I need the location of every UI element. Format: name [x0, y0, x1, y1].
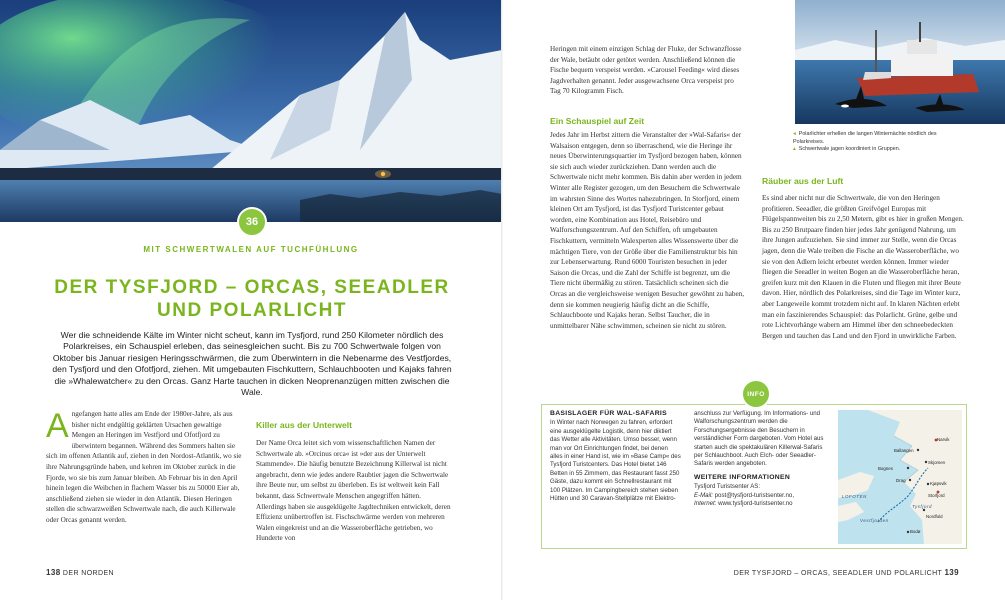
map-label-drag: Drag [896, 478, 906, 483]
map-label-storfjord: Storfjord [928, 493, 945, 498]
subhead-raeuber: Räuber aus der Luft [762, 176, 844, 186]
caption-aurora [793, 131, 963, 146]
subhead-schauspiel: Ein Schauspiel auf Zeit [550, 116, 645, 126]
page-number-badge: 36 [237, 207, 267, 237]
page-title [40, 276, 464, 322]
map-label-ballangen: Ballangen [894, 448, 914, 453]
aurora-photo [0, 0, 502, 222]
map-label-bognes: Bognes [878, 466, 893, 471]
map-label-narvik: Narvik [937, 437, 950, 442]
page-number-right: 139 [944, 568, 959, 577]
folio-left-text: DER NORDEN [62, 570, 114, 577]
info-email-line [694, 492, 832, 500]
caption-orca [793, 146, 963, 154]
caption-aurora-text: Polarlichter erhellen die langen Winternächte nördlich des Polarkreises. [793, 131, 937, 145]
map-label-lofoten: LOFOTEN [842, 494, 867, 499]
drop-cap: A [46, 407, 69, 445]
body-text-1: ngefangen hatte alles am Ende der 1980er-Jahre, als aus bisher nicht endgültig geklärten Ursachen gewaltige Mengen an Heringen im Vestfjord und Ofotfjord zu überwintern begannen. Während des Sommers halten sie sich im offenen Atlantik auf, ziehen in den Nordost-Atlantik, wo sie ihre Nahrungsgründe haben, und kehren im Oktober zurück in die Fjorde, wo sie bis zum Januar bleiben. Ab Februar bis in den April hinein legen die Weibchen in flachem Wasser bis zu 50000 Eier ab, anschließend ziehen sie wieder in den Atlantik. Diesen Heringen stellen die schwarzweißen Schwertwale nach, die auch Killerwale oder Orcas genannt werden. [46, 410, 242, 524]
info-org: Tysfjord Turistsenter AS: [694, 483, 761, 491]
arrow-left-icon: ◂ [793, 131, 796, 137]
info-web-label: Internet: [694, 500, 717, 508]
region-map [838, 410, 962, 544]
caption-orca-text: Schwertwale jagen koordiniert in Gruppen. [798, 146, 901, 153]
body-text-3: Jedes Jahr im Herbst zittern die Veranstalter der »Wal-Safaris« der Walsaison entgegen, denn so überraschend, wie die Heringe ihr neues Überwinterungsquartier im Tysfjord bezogen haben, können sie sich auch wieder zurückziehen. Dann werden auch die Schwertwale nicht mehr kommen. Bis dahin aber werden in jedem Winter alle Register gezogen, um den Besuchern die Schwertwale im wahrsten Sinne des Wortes nahezubringen. In Storfjord, einem kleinen Ort am Tysfjord, ist das Tysfjord Turistcenter gebaut worden, eine Kombination aus Hotel, Reisebüro und Walforschungszentrum. Auf den Schiffen, oft umgebauten Fischkuttern, vermitteln Walexperten alles Wissenswerte über die mächtigen Tiere, von der Größe über die Familienstruktur bis hin zur Lebenserwartung. Rund 6000 Touristen besuchen in jeder Saison die Orcas, und die Zahl der Schiffe ist begrenzt, um die Tiere nicht übermäßig zu stören. Tatsächlich scheinen sich die Orcas an die vergleichsweise wenigen Besucher gewöhnt zu haben, denn sie kommen neugierig häufig dicht an die Schiffe, Schlauchboote und Kajaks heran. Selbst Taucher, die in unmittelbarer Nähe schwimmen, scheinen sie nicht zu stören. [550, 131, 745, 330]
info-column-2 [694, 410, 832, 508]
body-text-3-top: Heringen mit einem einzigen Schlag der Fluke, der Schwanzflosse der Wale, betäubt oder getötet werden. Anschließend können die Fische bequem verspeist werden. »Carousel Feeding« wird dieses Jagdverhalten genannt. Jeder ausgewachsene Orca verspeist pro Tag 70 Kilogramm Fisch. [550, 45, 742, 96]
info-web[interactable]: www.tysfjord-turistsenter.no [718, 500, 793, 508]
map-label-tysfjord: Tysfjord [912, 504, 933, 509]
map-label-vestfjorden: Vestfjorden [860, 518, 889, 523]
folio-right-text: DER TYSFJORD – ORCAS, SEEADLER UND POLARLICHT [733, 570, 943, 577]
photo-captions [793, 131, 963, 154]
map-label-nordfold: Nordfold [926, 514, 943, 519]
info-text-1: In Winter nach Norwegen zu fahren, erfordert eine ausgeklügelte Logistik, denn hier diktiert das Wetter alle Aktivitäten. Umso besser, wenn man vor Ort Einrichtungen findet, bei denen alles in einer Hand ist, wie im »Base Camp« des Tysfjord Turistcenters. Das Hotel bietet 146 Betten in 55 Zimmern, das Restaurant fasst 250 Gäste, dazu kommt ein Schnellrestaurant mit 100 Plätzen. Im Campingbereich stehen sieben Hütten und 30 Caravan-Stellplätze mit Elektro- [550, 419, 681, 503]
info-web-line [694, 500, 832, 508]
map-label-bodo: Bodø [910, 529, 921, 534]
info-email[interactable]: post@tysfjord-turistsenter.no, [714, 491, 795, 499]
subhead-killer: Killer aus der Unterwelt [256, 420, 352, 430]
title-line-1: DER TYSFJORD – ORCAS, SEEADLER [54, 277, 450, 298]
title-line-2: UND POLARLICHT [157, 300, 347, 321]
info-heading-1: BASISLAGER FÜR WAL-SAFARIS [550, 410, 667, 417]
info-column-1 [550, 410, 682, 503]
folio-right [734, 568, 959, 577]
arrow-up-icon: ▴ [793, 146, 796, 153]
info-email-label: E-Mail: [694, 491, 713, 499]
body-column-2: Der Name Orca leitet sich vom wissenschaftlichen Namen der Schwertwale ab. »Orcinus orca« ist »der aus der Unterwelt Stammende«. Die häufig benutzte Bezeichnung Killerwal ist nicht angebracht, denn wie jedes andere Raubtier jagen die Schwertwale ihre Beute nur, um selbst zu überleben. Es ist weltweit kein Fall bekannt, dass Schwertwale Menschen angegriffen hätten. Allerdings haben sie ausgeklügelte Jagdtechniken entwickelt, deren Effizienz unübertroffen ist. Fischschwärme werden von mehreren Walen eingekreist und an die Wasseroberfläche getrieben, wo Hunderte von [256, 439, 451, 543]
info-text-2: anschluss zur Verfügung. Im Informations- und Walforschungszentrum werden die Forschungsergebnisse den Besuchern in verständlicher Form dargeboten. Vom Hotel aus starten auch die spektakulären Killerwal-Safaris per Schlauchboot. Auch Elch- oder Seeadler-Safaris werden angeboten. [694, 410, 824, 468]
map-label-kjopsvik: Kjøpsvik [930, 481, 947, 486]
page-number-left: 138 [46, 568, 61, 577]
section-kicker: MIT SCHWERTWALEN AUF TUCHFÜHLUNG [143, 245, 359, 254]
map-label-skjomen: Skjomen [928, 460, 946, 465]
body-column-1 [46, 409, 242, 526]
body-column-4: Es sind aber nicht nur die Schwertwale, die von den Heringen profitieren. Seeadler, die größten Greifvögel Europas mit Flügelspannweiten bis zu 2,50 Metern, gibt es hier in großen Mengen. Bis zu 250 Brutpaare finden hier jedes Jahr genügend Nahrung, um ihre Jungen aufzuziehen. Sie sind immer zur Stelle, wenn die Orcas jagen, denn die Wale treiben die Fische an die Wasseroberfläche, wo sie von den Adlern leicht erbeutet werden können. Immer wieder fliegen die Seeadler in weiten Bogen an die Wasseroberfläche heran, greifen kurz mit den Klauen in die Fluten und fliegen mit ihrer Beute davon. Hier, nördlich des Polarkreises, sind die Tage im Winter kurz, aber Langeweile kommt trotzdem nicht auf. In klaren Nächten erlebt man ein faszinierendes Schauspiel: das Polarlicht. Grüne, gelbe und rote Lichtvorhänge wabern am Himmel über den schneebedeckten Bergen und tauchen das Land und den Fjord in unwirkliche Farben. [762, 194, 964, 340]
folio-left [46, 568, 114, 577]
info-heading-2: WEITERE INFORMATIONEN [694, 473, 791, 481]
info-badge: INFO [741, 379, 771, 409]
orca-ship-photo [795, 0, 1005, 124]
body-column-3 [550, 44, 746, 97]
left-page [0, 0, 502, 600]
intro-paragraph: Wer die schneidende Kälte im Winter nicht scheut, kann im Tysfjord, rund 250 Kilometer nördlich des Polarkreises, ein Schauspiel erleben, das seinesgleichen sucht. Bis zu 700 Schwertwale folgen von Oktober bis Januar riesigen Heringsschwärmen, die zum Überwintern in die Nebenarme des Vestfjordes, den Tysfjord und den Ofotfjord, ziehen. Mit umgebauten Fischkuttern, Schlauchbooten und Kajaks fahren die »Whalewatcher« zu den Orcas. Ganz Harte tauchen in dicken Neoprenanzügen mitten zwischen die Wale. [52, 330, 452, 398]
